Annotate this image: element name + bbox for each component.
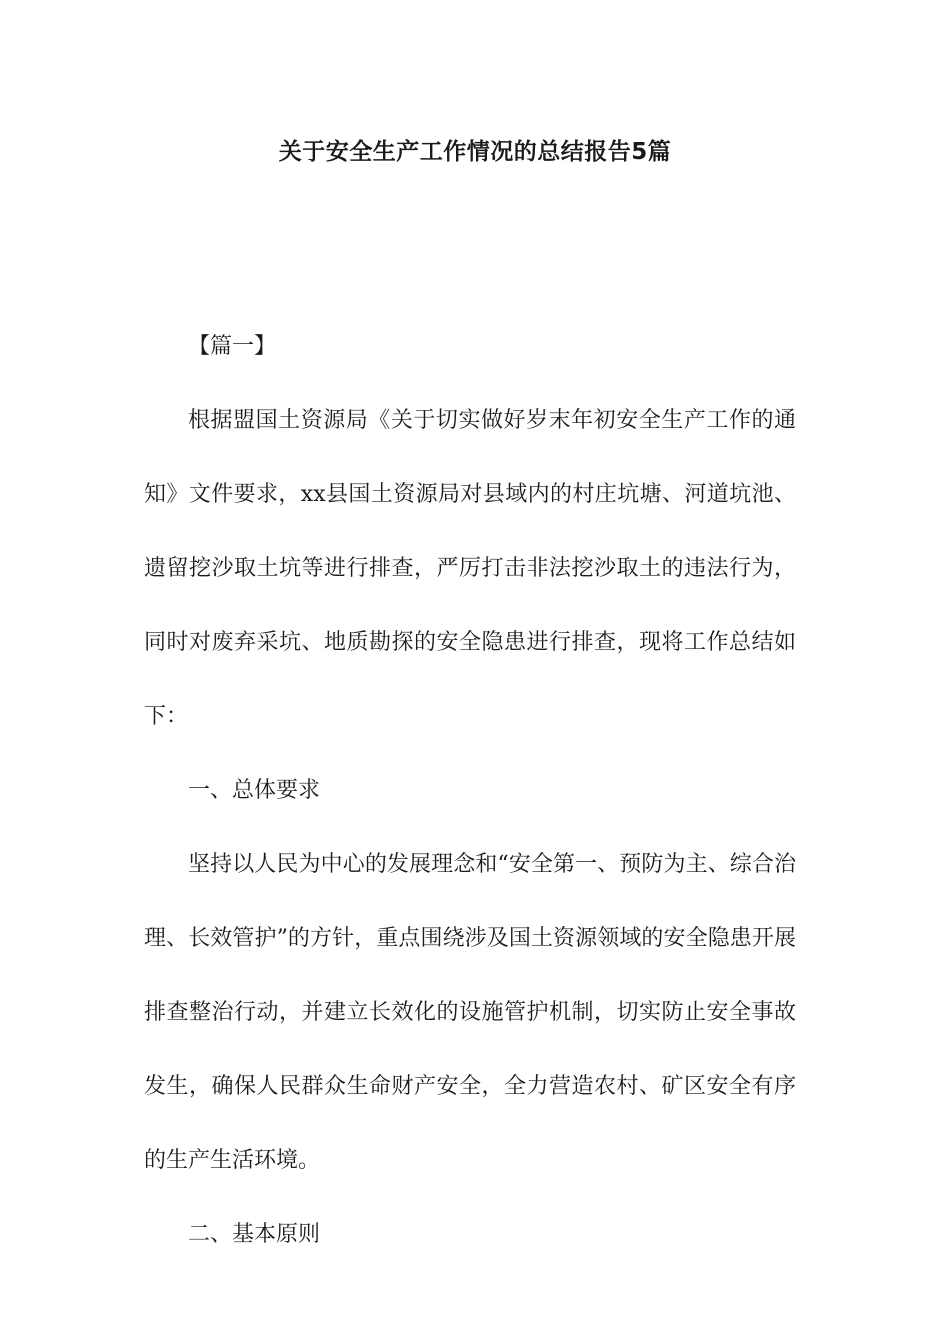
document-body xyxy=(144,310,796,1272)
requirements-paragraph: 坚持以人民为中心的发展理念和“安全第一、预防为主、综合治理、长效管护”的方针，重点围绕涉及国土资源领域的安全隐患开展排查整治行动，并建立长效化的设施管护机制，切实防止安全事故发生，确保人民群众生命财产安全，全力营造农村、矿区安全有序的生产生活环境。 xyxy=(144,852,796,1173)
section-marker: 【篇一】 xyxy=(188,334,277,359)
document-title: 关于安全生产工作情况的总结报告5篇 xyxy=(278,139,672,165)
section-heading-overall-requirements: 一、总体要求 xyxy=(188,778,321,803)
intro-paragraph: 根据盟国土资源局《关于切实做好岁末年初安全生产工作的通知》文件要求，xx县国土资源局对县域内的村庄坑塘、河道坑池、遗留挖沙取土坑等进行排查，严厉打击非法挖沙取土的违法行为，同时对废弃采坑、地质勘探的安全隐患进行排查，现将工作总结如下： xyxy=(144,408,796,729)
section-heading-basic-principles: 二、基本原则 xyxy=(188,1222,321,1247)
